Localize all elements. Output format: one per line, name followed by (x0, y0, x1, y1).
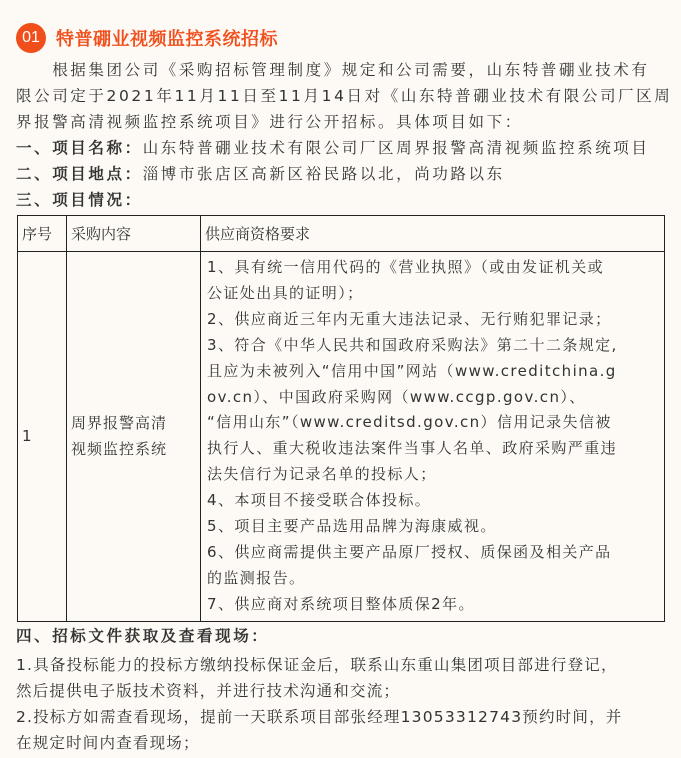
requirement-line: 法失信行为记录名单的投标人； (207, 465, 437, 484)
content-line: 周界报警高清 (71, 414, 168, 433)
requirement-line: 且应为未被列入“信用中国”网站（www.creditchina.g (207, 361, 617, 380)
requirement-line: 4、本项目不接受联合体投标。 (207, 491, 432, 510)
cell-no: 1 (18, 252, 67, 622)
section4-line: 然后提供电子版技术资料，并进行技术沟通和交流； (16, 682, 401, 700)
value: 淄博市张店区高新区裕民路以北，尚功路以东 (142, 165, 505, 183)
requirement-line: 公证处出具的证明）； (207, 283, 364, 302)
requirement-line: 的监测报告。 (207, 568, 306, 587)
project-name (16, 135, 650, 161)
requirement-line: 5、项目主要产品选用品牌为海康威视。 (207, 517, 497, 536)
project-location (16, 161, 505, 187)
cell-content (67, 252, 201, 622)
section4-line: 2.投标方如需查看现场，提前一天联系项目部张经理13053312743预约时间，并 (16, 708, 623, 726)
requirement-line: 7、供应商对系统项目整体质保2年。 (207, 594, 475, 613)
table-row (18, 252, 665, 622)
header-content: 采购内容 (67, 216, 201, 252)
content-line: 视频监控系统 (71, 440, 168, 459)
label: 二、项目地点： (16, 165, 143, 183)
table-header-row (18, 216, 665, 252)
requirement-line: ov.cn）、中国政府采购网（www.ccgp.gov.cn）、 (207, 387, 586, 406)
cell-requirements (201, 252, 665, 622)
title-text: 特普硼业视频监控系统招标 (56, 29, 278, 50)
section-title (16, 23, 278, 53)
value: 山东特普硼业技术有限公司厂区周界报警高清视频监控系统项目 (142, 139, 650, 157)
number-badge: 01 (16, 23, 46, 53)
requirement-line: 1、具有统一信用代码的《营业执照》（或由发证机关或 (207, 258, 605, 276)
requirement-line: “信用山东”（www.creditsd.gov.cn）信用记录失信被 (207, 413, 612, 432)
requirement-line: 执行人、重大税收违法案件当事人名单、政府采购严重违 (207, 439, 618, 458)
requirement-line: 2、供应商近三年内无重大违法记录、无行贿犯罪记录； (207, 309, 612, 328)
intro-line: 限公司定于2021年11月11日至11月14日对《山东特普硼业技术有限公司厂区周 (16, 87, 673, 105)
label: 一、项目名称： (16, 139, 143, 157)
section4-line: 在规定时间内查看现场； (16, 734, 200, 752)
requirement-line: 6、供应商需提供主要产品原厂授权、质保函及相关产品 (207, 542, 612, 561)
requirement-line: 3、符合《中华人民共和国政府采购法》第二十二条规定, (207, 335, 618, 354)
header-no: 序号 (18, 216, 67, 252)
header-requirements: 供应商资格要求 (201, 216, 665, 252)
intro-line: 界报警高清视频监控系统项目》进行公开招标。具体项目如下： (16, 113, 523, 131)
project-table (17, 215, 665, 622)
section4-label: 四、招标文件获取及查看现场： (16, 627, 270, 645)
section4-line: 1.具备投标能力的投标方缴纳投标保证金后，联系山东重山集团项目部进行登记， (16, 656, 618, 674)
project-situation-label: 三、项目情况： (16, 191, 143, 209)
intro-line: 根据集团公司《采购招标管理制度》规定和公司需要，山东特普硼业技术有 (16, 61, 650, 79)
